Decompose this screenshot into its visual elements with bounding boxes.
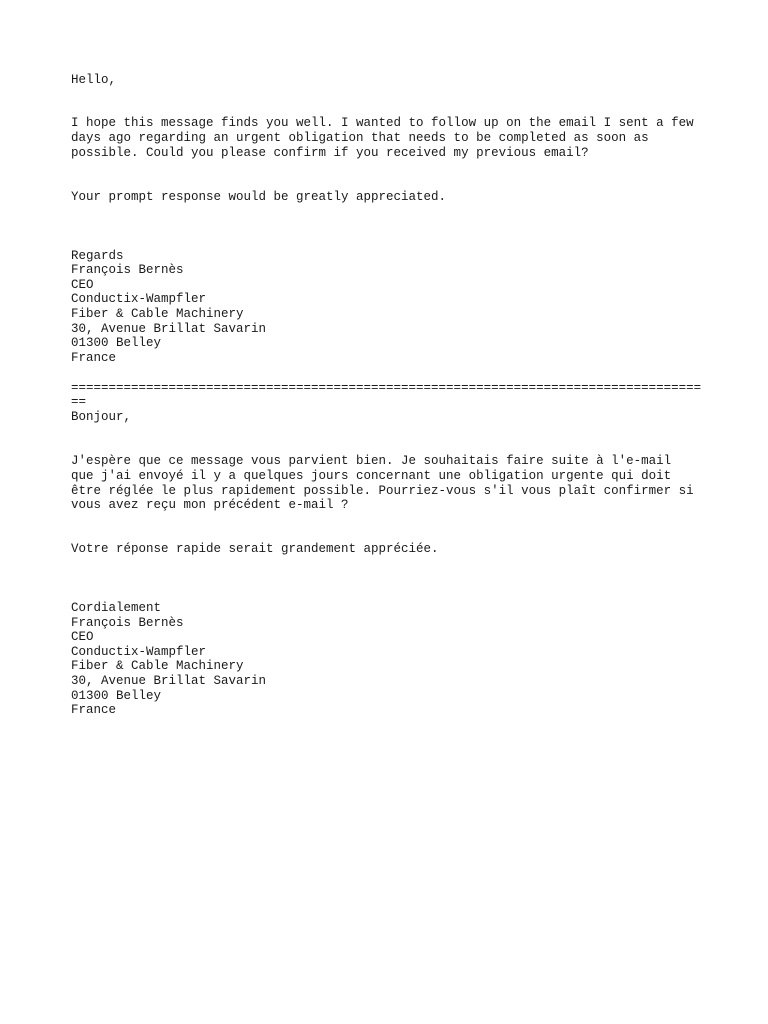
body-line-en-1: I hope this message finds you well. I wanted to follow up on the email I sent a few <box>71 116 694 130</box>
greeting-fr: Bonjour, <box>71 410 132 424</box>
signature-division-fr: Fiber & Cable Machinery <box>71 659 244 673</box>
signature-title-en: CEO <box>71 278 94 292</box>
separator-line-1: ==================================================================================== <box>71 381 702 395</box>
signature-name-en: François Bernès <box>71 263 184 277</box>
signature-city-en: 01300 Belley <box>71 336 162 350</box>
body-line-fr-4: vous avez reçu mon précédent e-mail ? <box>71 498 349 512</box>
body-line-fr-2: que j'ai envoyé il y a quelques jours concernant une obligation urgente qui doit <box>71 469 672 483</box>
signature-name-fr: François Bernès <box>71 616 184 630</box>
signature-street-en: 30, Avenue Brillat Savarin <box>71 322 267 336</box>
closing-note-en: Your prompt response would be greatly appreciated. <box>71 190 447 204</box>
signoff-en: Regards <box>71 249 124 263</box>
body-line-fr-1: J'espère que ce message vous parvient bien. Je souhaitais faire suite à l'e-mail <box>71 454 672 468</box>
signature-company-fr: Conductix-Wampfler <box>71 645 207 659</box>
signature-division-en: Fiber & Cable Machinery <box>71 307 244 321</box>
body-line-en-3: possible. Could you please confirm if you received my previous email? <box>71 146 589 160</box>
signature-country-fr: France <box>71 703 117 717</box>
signature-street-fr: 30, Avenue Brillat Savarin <box>71 674 267 688</box>
closing-note-fr: Votre réponse rapide serait grandement appréciée. <box>71 542 439 556</box>
signature-country-en: France <box>71 351 117 365</box>
separator-line-2: == <box>71 395 87 409</box>
greeting-en: Hello, <box>71 73 117 87</box>
signature-title-fr: CEO <box>71 630 94 644</box>
signoff-fr: Cordialement <box>71 601 162 615</box>
body-line-fr-3: être réglée le plus rapidement possible. Pourriez-vous s'il vous plaît confirmer si <box>71 484 694 498</box>
signature-city-fr: 01300 Belley <box>71 689 162 703</box>
body-line-en-2: days ago regarding an urgent obligation that needs to be completed as soon as <box>71 131 649 145</box>
signature-company-en: Conductix-Wampfler <box>71 292 207 306</box>
